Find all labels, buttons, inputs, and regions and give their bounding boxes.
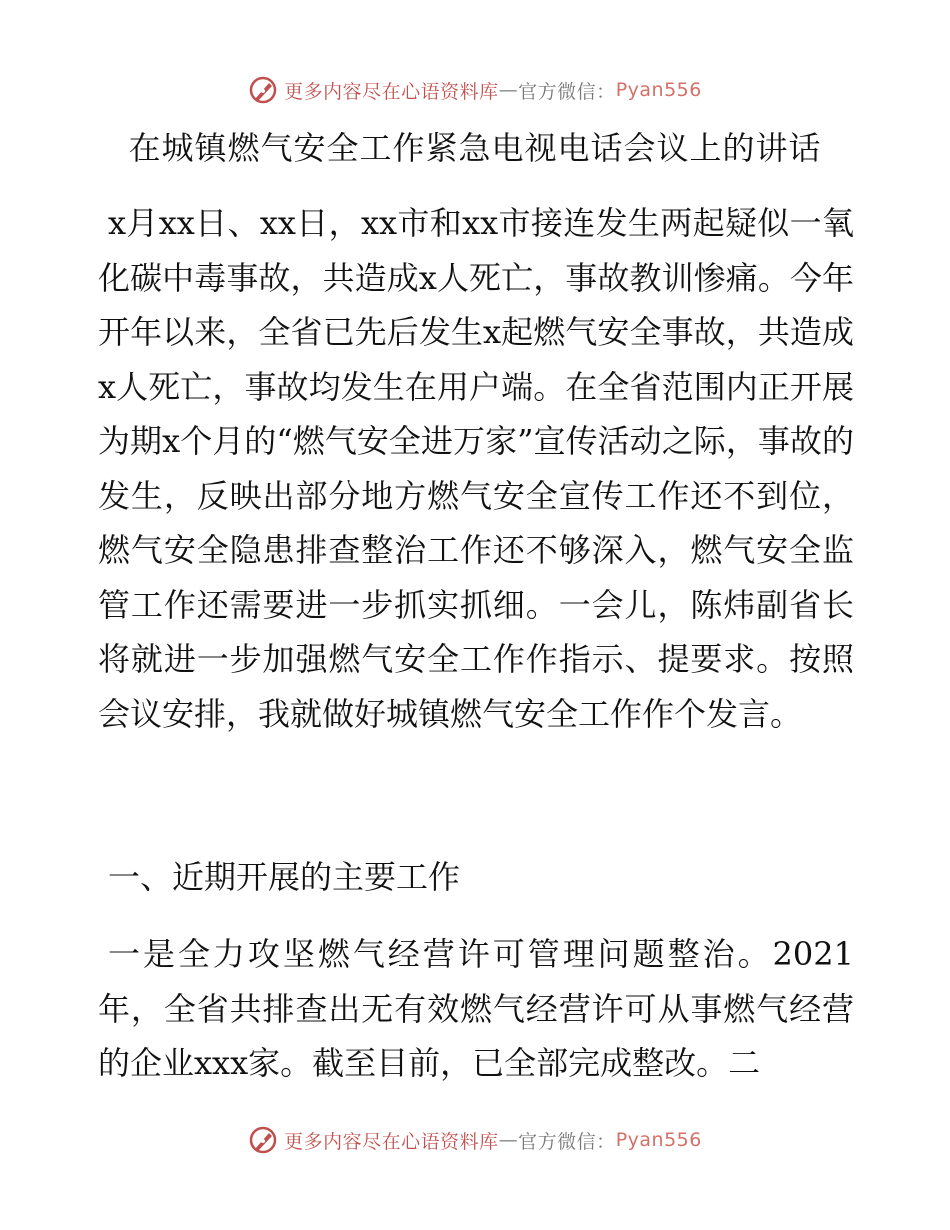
watermark-footer (0, 1120, 950, 1160)
watermark-wechat-label: 官方微信： (518, 80, 616, 103)
watermark-wechat-id: Pyan556 (615, 1129, 702, 1151)
watermark-dash: — (498, 79, 519, 101)
body-paragraph: x月xx日、xx日，xx市和xx市接连发生两起疑似一氧化碳中毒事故，共造成x人死亡，事故教训惨痛。今年开年以来，全省已先后发生x起燃气安全事故，共造成x人死亡，事故均发生在用户端。在全省范围内正开展为期x个月的“燃气安全进万家”宣传活动之际，事故的发生，反映出部分地方燃气安全宣传工作还不到位，燃气安全隐患排查整治工作还不够深入，燃气安全监管工作还需要进一步抓实抓细。一会儿，陈炜副省长将就进一步加强燃气安全工作作指示、提要求。按照会议安排，我就做好城镇燃气安全工作作个发言。 (98, 204, 854, 733)
watermark-header (0, 70, 950, 110)
watermark-dash: — (498, 1129, 519, 1151)
pen-circle-logo-icon (248, 75, 278, 105)
document-title: 在城镇燃气安全工作紧急电视电话会议上的讲话 (128, 129, 822, 167)
watermark-text: 更多内容尽在心语资料库 (284, 1130, 499, 1153)
watermark-wechat-label: 官方微信： (518, 1130, 616, 1153)
section-heading: 一、近期开展的主要工作 (108, 858, 461, 896)
body-paragraph: 一是全力攻坚燃气经营许可管理问题整治。2021年，全省共排查出无有效燃气经营许可从事燃气经营的企业xxx家。截至目前，已全部完成整改。二 (98, 935, 854, 1082)
watermark-wechat-id: Pyan556 (615, 79, 702, 101)
pen-circle-logo-icon (248, 1125, 278, 1155)
watermark-text: 更多内容尽在心语资料库 (284, 80, 499, 103)
